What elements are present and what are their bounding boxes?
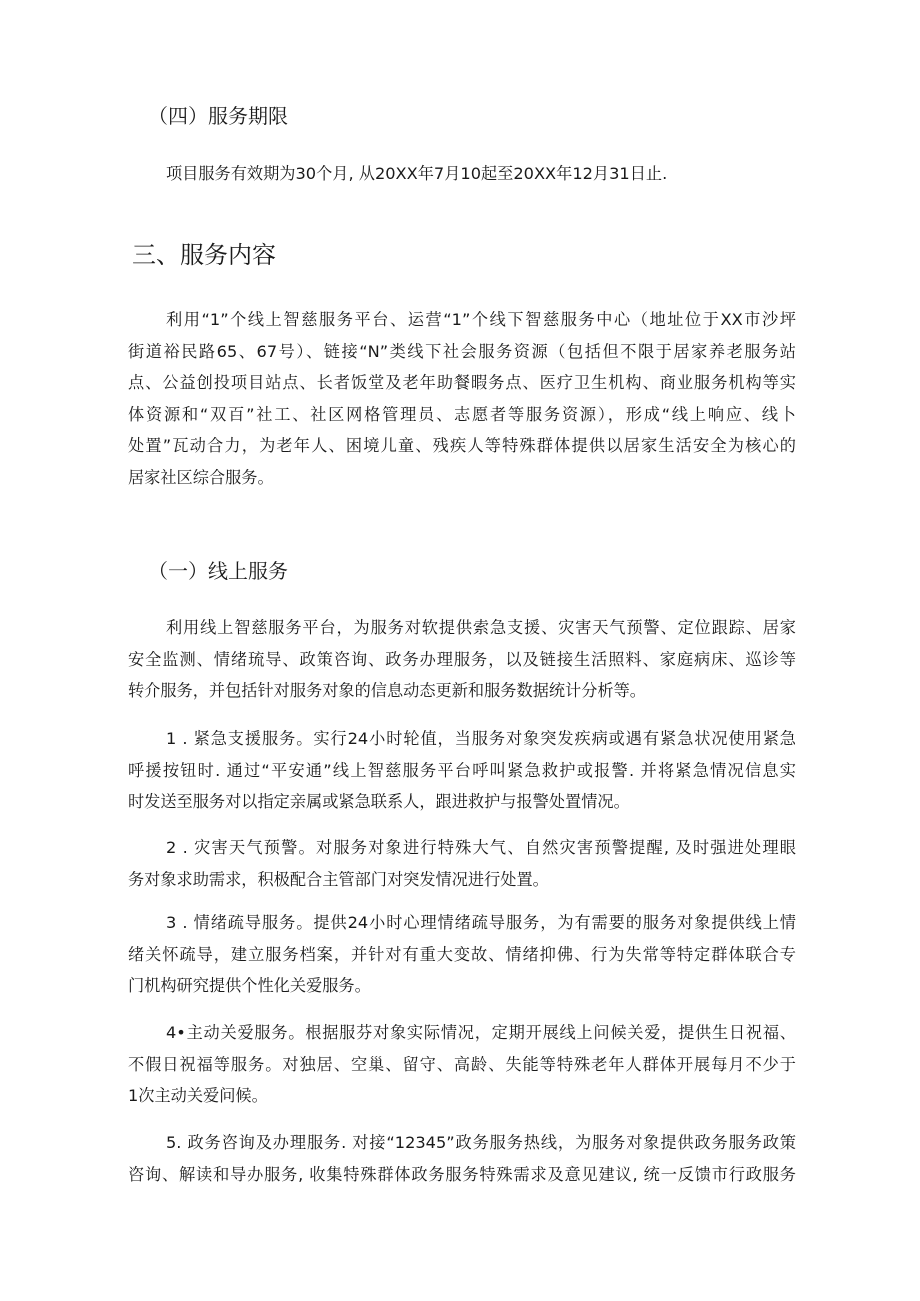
text-line: 咨询、解读和导办服务, 收集特殊群体政务服务特殊需求及意见建议, 统一反馈市行政服务 [128,1164,796,1184]
text-line: 处置”瓦动合力，为老年人、困境儿童、残疾人等特殊群体提供以居家生活安全为核心的 [128,436,796,455]
text-line: 转介服务，并包括针对服务对象的信息动态更新和服务数据统计分析等。 [128,681,646,700]
text-line: 项目服务有效期为30个月, 从20XX年7月10起至20XX年12月31日止. [166,164,668,183]
text-line: 1次主动关爱问候。 [128,1086,268,1105]
online-intro-paragraph [128,612,796,707]
text-line: 门机构研究提供个性化关爱服务。 [128,976,371,995]
section-1-heading: （一）线上服务 [148,559,288,583]
text-line: 3 . 情绪疏导服务。提供24小时心理情绪疏导服务，为有需要的服务对象提供线上情 [166,913,796,932]
text-line: 居家社区综合服务。 [128,467,274,487]
text-line: 安全监测、情绪琉导、政策咨询、政务办理服务，以及链接生活照料、家庭病床、巡诊等 [128,649,796,669]
text-line: 2 . 灾害天气预警。对服务对象进行特殊大气、自然灾害预警提醒, 及时强进处理眼 [166,838,796,857]
text-line: 体资源和“双百”社工、社区网格管理员、志愿者等服务资源），形成“线上响应、线卜 [128,404,796,424]
text-line: 点、公益创投项目站点、长者饭堂及老年助餐暇务点、医疗卫生机构、商业服务机构等实 [128,373,796,392]
item-4-paragraph [128,1017,796,1112]
item-1-paragraph [128,723,796,818]
text-line: 4•主动关爱服务。根据服芬对象实际情况，定期开展线上问候关爱，提供生日祝福、 [166,1023,796,1042]
section-4-heading: （四）服务期限 [148,104,288,128]
text-line: 街道裕民路65、67号）、链接“N”类线下社会服务资源（包括但不限于居家养老服务站 [128,341,796,361]
text-line: 绪关怀疏导，建立服务档案，并针对有重大变故、情绪抑佛、行为失常等特定群体联合专 [128,944,796,964]
text-line: 务对象求助需求，积极配合主管部门对突发情况进行处置。 [128,869,549,889]
text-line: 时发送至服务对以指定亲属或紧急联系人，跟进救护与报警处置情况。 [128,792,630,811]
text-line: 不假日祝福等服务。对独居、空巢、留守、高龄、失能等特殊老年人群体开展每月不少于 [128,1054,796,1074]
text-line: 利用线上智慈服务平台，为服务对软提供索急支援、灾害天气预警、定位跟踪、居家 [166,618,796,637]
item-5-paragraph [128,1127,796,1190]
text-line: 呼援按钮时. 通过“平安通”线上智慈服务平台呼叫紧急救护或报警. 并将紧急情况信息实 [128,760,796,780]
intro-paragraph [128,304,796,493]
item-2-paragraph [128,832,796,895]
text-line: 利用“1”个线上智慈服务平台、运营“1”个线下智慈服务中心（地址位于XX市沙坪 [166,310,796,329]
section-4-body [128,158,796,190]
item-3-paragraph [128,907,796,1002]
chapter-3-heading: 三、服务内容 [132,241,276,269]
text-line: 5. 政务咨询及办理服务. 对接“12345”政务服务热线，为服务对象提供政务服务政策 [166,1133,796,1152]
text-line: 1 . 紧急支援服务。实行24小时轮值，当服务对象突发疾病或遇有紧急状况使用紧急 [166,729,796,748]
